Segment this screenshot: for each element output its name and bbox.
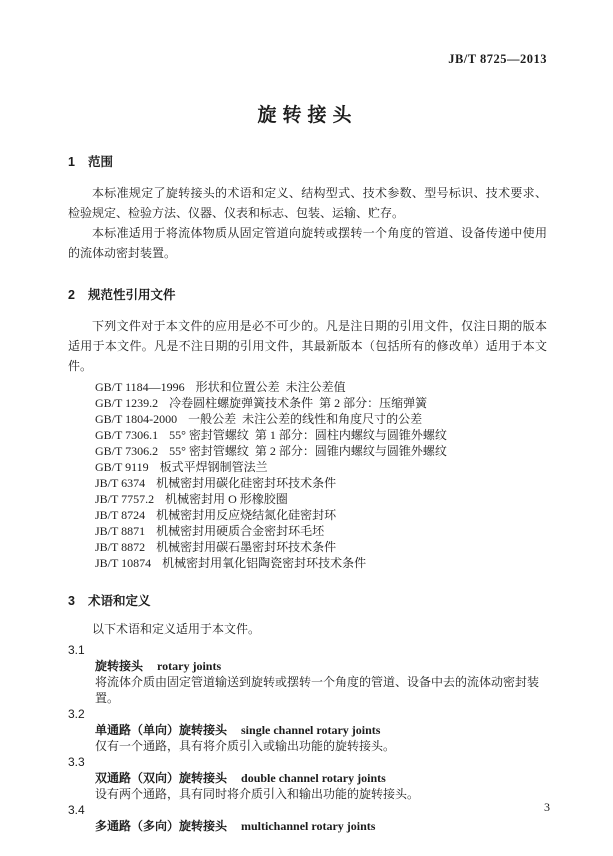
terms-intro: 以下术语和定义适用于本文件。	[92, 622, 261, 636]
reference-item	[95, 475, 547, 491]
term-definition: 仅有一个通路，具有将介质引入或输出功能的旋转接头。	[95, 739, 396, 753]
reference-title: 机械密封用碳化硅密封环技术条件	[156, 476, 337, 490]
reference-item	[95, 555, 547, 571]
term-name-cn: 多通路（多向）旋转接头	[95, 819, 228, 833]
term-number: 3.1	[68, 643, 85, 657]
term-name-cn: 双通路（双向）旋转接头	[95, 771, 228, 785]
reference-title: 一般公差 未注公差的线性和角度尺寸的公差	[188, 412, 423, 426]
term-heading	[68, 770, 547, 786]
reference-title: 55° 密封管螺纹 第 2 部分：圆锥内螺纹与圆锥外螺纹	[169, 444, 447, 458]
section-3-number: 3	[68, 594, 75, 608]
reference-title: 冷卷圆柱螺旋弹簧技术条件 第 2 部分：压缩弹簧	[169, 396, 428, 410]
reference-code: JB/T 7757.2	[95, 492, 155, 506]
reference-code: GB/T 7306.2	[95, 444, 159, 458]
reference-code: JB/T 10874	[95, 556, 152, 570]
reference-code: JB/T 8871	[95, 524, 146, 538]
term-block-3-4	[68, 802, 547, 834]
section-1-title: 范围	[87, 155, 113, 169]
section-3-title: 术语和定义	[87, 594, 151, 608]
reference-code: JB/T 6374	[95, 476, 146, 490]
reference-item	[95, 507, 547, 523]
reference-item	[95, 427, 547, 443]
reference-item	[95, 395, 547, 411]
reference-title: 形状和位置公差 未注公差值	[195, 380, 346, 394]
term-definition: 将流体介质由固定管道输送到旋转或摆转一个角度的管道、设备中去的流体动密封装置。	[95, 675, 540, 705]
reference-title: 机械密封用反应烧结氮化硅密封环	[156, 508, 337, 522]
term-number: 3.3	[68, 755, 85, 769]
reference-code: GB/T 9119	[95, 460, 149, 474]
scope-body	[68, 183, 547, 263]
references-list	[68, 379, 547, 571]
term-number: 3.2	[68, 707, 85, 721]
reference-code: JB/T 8724	[95, 508, 146, 522]
reference-title: 机械密封用硬质合金密封环毛坯	[156, 524, 325, 538]
section-3-heading	[68, 593, 547, 609]
reference-item	[95, 411, 547, 427]
term-heading	[68, 818, 547, 834]
reference-code: GB/T 1184—1996	[95, 380, 185, 394]
reference-code: GB/T 1239.2	[95, 396, 159, 410]
term-name-cn: 旋转接头	[95, 659, 144, 673]
reference-code: GB/T 1804-2000	[95, 412, 178, 426]
term-name-en: double channel rotary joints	[241, 771, 386, 785]
term-block-3-2	[68, 706, 547, 754]
reference-title: 板式平焊钢制管法兰	[159, 460, 268, 474]
term-block-3-1	[68, 642, 547, 706]
section-2-number: 2	[68, 288, 75, 302]
reference-code: GB/T 7306.1	[95, 428, 159, 442]
reference-title: 55° 密封管螺纹 第 1 部分：圆柱内螺纹与圆锥外螺纹	[169, 428, 447, 442]
term-name-en: single channel rotary joints	[241, 723, 381, 737]
reference-item	[95, 539, 547, 555]
reference-item	[95, 459, 547, 475]
reference-item	[95, 379, 547, 395]
section-2-title: 规范性引用文件	[87, 288, 176, 302]
reference-code: JB/T 8872	[95, 540, 146, 554]
references-body	[68, 316, 547, 376]
term-name-cn: 单通路（单向）旋转接头	[95, 723, 228, 737]
term-block-3-3	[68, 754, 547, 802]
term-definition: 设有两个通路，具有同时将介质引入和输出功能的旋转接头。	[95, 787, 420, 801]
term-heading	[68, 722, 547, 738]
document-title: 旋转接头	[257, 105, 358, 126]
term-heading	[68, 658, 547, 674]
reference-item	[95, 491, 547, 507]
section-1-heading	[68, 154, 547, 170]
section-2-heading	[68, 287, 547, 303]
reference-title: 机械密封用 O 形橡胶圈	[165, 492, 288, 506]
scope-paragraph-2: 本标准适用于将流体物质从固定管道向旋转或摆转一个角度的管道、设备传递中使用的流体动密封装置。	[68, 226, 547, 260]
standard-code: JB/T 8725—2013	[448, 52, 547, 66]
term-name-en: multichannel rotary joints	[241, 819, 376, 833]
term-number: 3.4	[68, 803, 85, 817]
page-number: 3	[544, 800, 550, 814]
term-name-en: rotary joints	[157, 659, 222, 673]
reference-title: 机械密封用氧化铝陶瓷密封环技术条件	[162, 556, 367, 570]
section-1-number: 1	[68, 155, 75, 169]
references-intro: 下列文件对于本文件的应用是必不可少的。凡是注日期的引用文件，仅注日期的版本适用于本文件。凡是不注日期的引用文件，其最新版本（包括所有的修改单）适用于本文件。	[68, 319, 547, 373]
reference-item	[95, 443, 547, 459]
reference-title: 机械密封用碳石墨密封环技术条件	[156, 540, 337, 554]
scope-paragraph-1: 本标准规定了旋转接头的术语和定义、结构型式、技术参数、型号标识、技术要求、检验规定、检验方法、仪器、仪表和标志、包装、运输、贮存。	[68, 186, 547, 220]
reference-item	[95, 523, 547, 539]
